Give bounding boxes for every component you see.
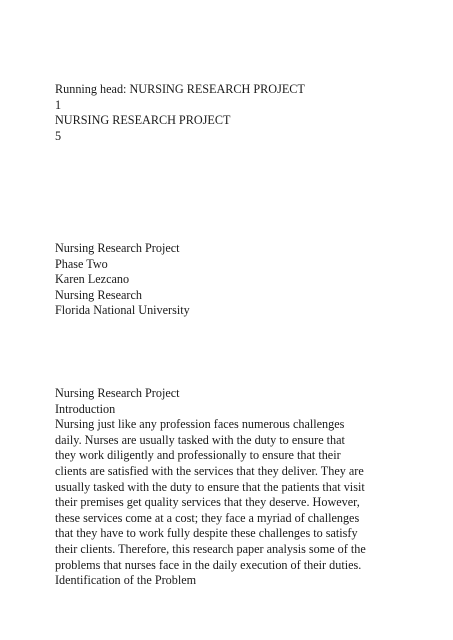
page-number: 1	[55, 97, 62, 112]
paragraph-line: their premises get quality services that they deserve. However,	[55, 495, 360, 510]
section-heading-problem: Identification of the Problem	[55, 573, 197, 588]
title-page-block	[55, 241, 405, 319]
page-header	[55, 82, 405, 144]
paragraph-line: daily. Nurses are usually tasked with the duty to ensure that	[55, 432, 345, 447]
paragraph-line: these services come at a cost; they face a myriad of challenges	[55, 510, 360, 525]
page-number-secondary: 5	[55, 128, 62, 143]
paper-title: Nursing Research Project	[55, 241, 180, 255]
paragraph-line: usually tasked with the duty to ensure that the patients that visit	[55, 479, 365, 494]
paper-subtitle: Phase Two	[55, 256, 108, 271]
paragraph-line: clients are satisfied with the services that they deliver. They are	[55, 463, 364, 478]
section-heading-introduction: Introduction	[55, 401, 116, 416]
paragraph-line: problems that nurses face in the daily execution of their duties.	[55, 557, 362, 572]
body-text	[55, 386, 405, 589]
paragraph-line: they work diligently and professionally to ensure that their	[55, 448, 341, 463]
paragraph-line: their clients. Therefore, this research paper analysis some of the	[55, 541, 366, 556]
author-name: Karen Lezcano	[55, 272, 130, 287]
short-title: NURSING RESEARCH PROJECT	[55, 113, 231, 128]
body-heading: Nursing Research Project	[55, 386, 180, 400]
running-head: Running head: NURSING RESEARCH PROJECT	[55, 82, 305, 96]
paragraph-line: Nursing just like any profession faces numerous challenges	[55, 417, 345, 432]
institution-name: Florida National University	[55, 303, 190, 318]
paragraph-line: that they have to work fully despite these challenges to satisfy	[55, 526, 358, 541]
course-name: Nursing Research	[55, 287, 142, 302]
